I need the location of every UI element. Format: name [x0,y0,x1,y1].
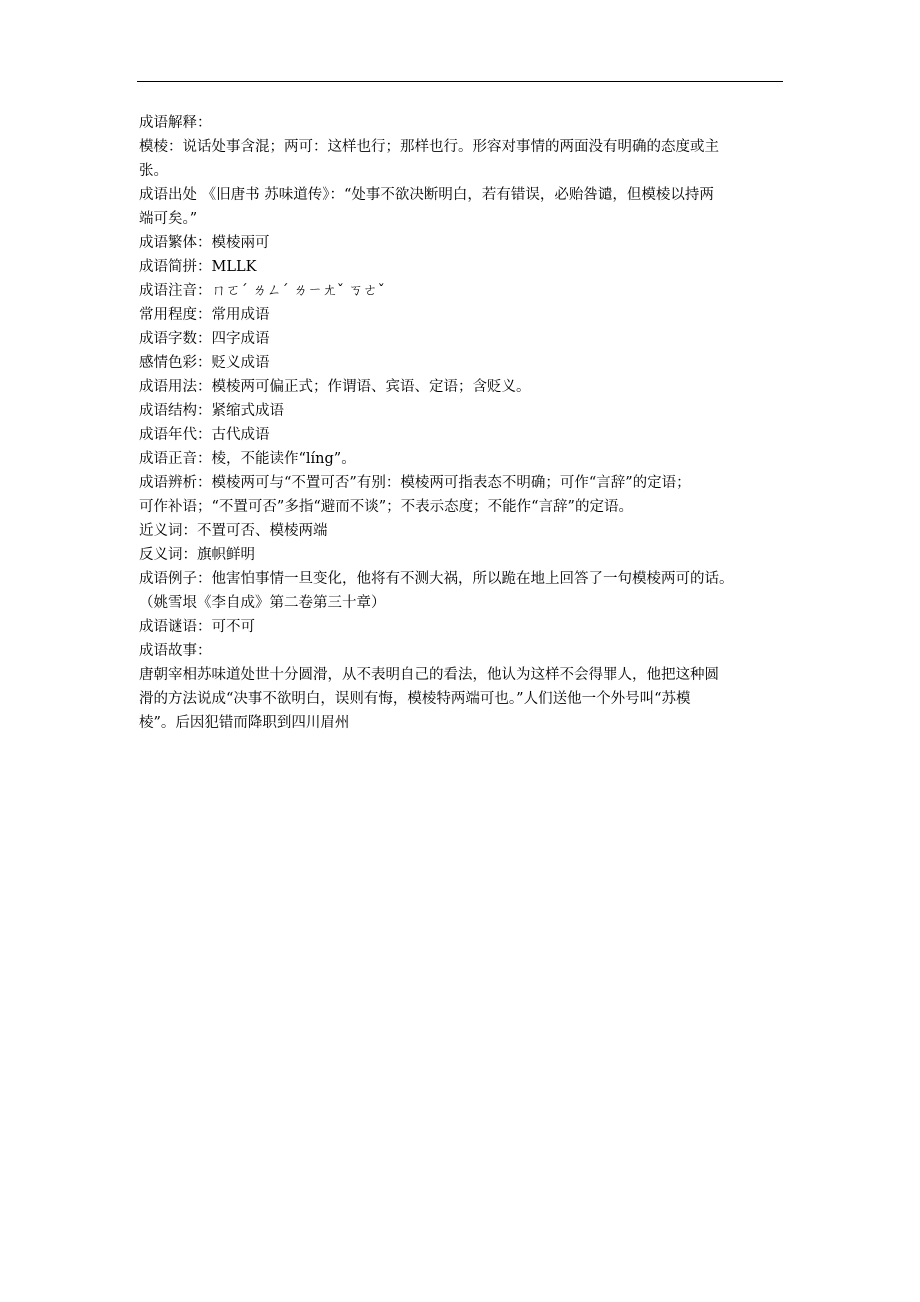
text-line: 唐朝宰相苏味道处世十分圆滑，从不表明自己的看法，他认为这样不会得罪人，他把这种圆 [139,667,719,683]
document-body [139,111,785,735]
text-line: 感情色彩：贬义成语 [139,355,270,371]
text-line: （姚雪垠《李自成》第二卷第三十章） [139,595,386,611]
text-line: 成语结构：紧缩式成语 [139,403,284,419]
text-line: 反义词：旗帜鲜明 [139,547,255,563]
text-line: 模棱：说话处事含混；两可：这样也行；那样也行。形容对事情的两面没有明确的态度或主 [139,139,719,155]
text-line: 张。 [139,163,168,179]
text-line: 滑的方法说成“决事不欲明白，误则有悔，模棱特两端可也。”人们送他一个外号叫“苏模 [139,691,691,707]
text-line: 成语繁体：模棱兩可 [139,235,270,251]
text-line: 成语正音：棱，不能读作“líng”。 [139,451,356,467]
text-line: 成语解释： [139,115,212,131]
text-line: 棱”。后因犯错而降职到四川眉州 [139,715,350,731]
header-rule [137,81,783,82]
text-line: 成语辨析：模棱两可与“不置可否”有别：模棱两可指表态不明确；可作“言辞”的定语； [139,475,691,491]
text-line: 成语谜语：可不可 [139,619,255,635]
text-line: 常用程度：常用成语 [139,307,270,323]
text-line: 可作补语；“不置可否”多指“避而不谈”；不表示态度；不能作“言辞”的定语。 [139,499,633,515]
text-line: 成语例子：他害怕事情一旦变化，他将有不测大祸，所以跪在地上回答了一句模棱两可的话。 [139,571,734,587]
text-line: 成语注音：ㄇㄛˊ ㄌㄥˊ ㄌㄧㄤˇ ㄎㄜˇ [139,283,385,299]
text-line: 端可矣。” [139,211,198,227]
text-line: 成语出处 《旧唐书 苏味道传》：“处事不欲决断明白，若有错误，必贻咎谴，但模棱以持两 [139,187,714,203]
text-line: 成语字数：四字成语 [139,331,270,347]
text-line: 成语年代：古代成语 [139,427,270,443]
text-line: 成语简拼：MLLK [139,259,257,275]
text-line: 近义词：不置可否、模棱两端 [139,523,328,539]
text-line: 成语用法：模棱两可偏正式；作谓语、宾语、定语；含贬义。 [139,379,531,395]
text-line: 成语故事： [139,643,212,659]
